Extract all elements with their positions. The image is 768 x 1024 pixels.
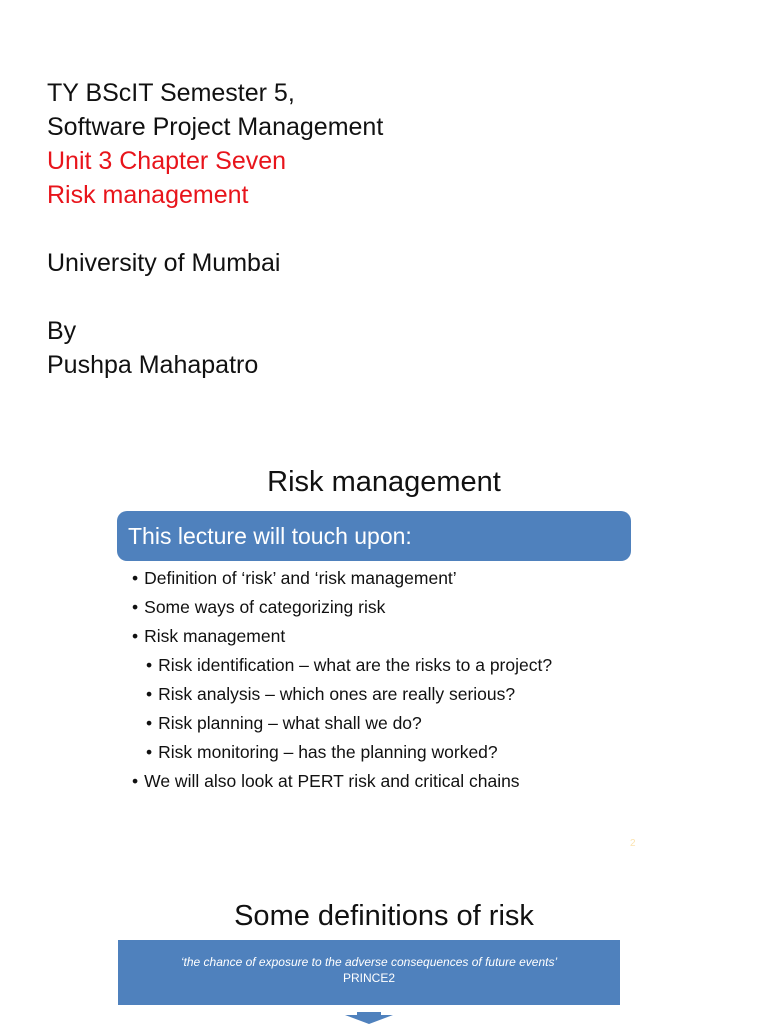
author-line: Pushpa Mahapatro (47, 351, 259, 379)
lecture-box: This lecture will touch upon: (117, 511, 631, 561)
spacer (47, 280, 747, 314)
bullet-dot: • (132, 597, 139, 617)
list-item (132, 680, 752, 709)
slide3-title: Some definitions of risk (234, 900, 534, 932)
bullet-dot: • (132, 771, 139, 791)
list-item-text: Some ways of categorizing risk (144, 597, 386, 617)
bullet-list (132, 564, 752, 796)
list-item (132, 738, 752, 767)
list-item (132, 709, 752, 738)
topic-line: Risk management (47, 181, 249, 209)
bullet-dot: • (132, 626, 139, 646)
bullet-dot: • (146, 684, 153, 704)
bullet-dot: • (146, 713, 153, 733)
list-item (132, 651, 752, 680)
list-item-text: Risk analysis – which ones are really serious? (158, 684, 516, 704)
list-item (132, 767, 752, 796)
list-item-text: Risk monitoring – has the planning worked? (158, 742, 498, 762)
list-item-text: Risk planning – what shall we do? (158, 713, 422, 733)
subject-line: Software Project Management (47, 113, 384, 141)
bullet-dot: • (132, 568, 139, 588)
bullet-dot: • (146, 742, 153, 762)
university-line: University of Mumbai (47, 249, 281, 277)
spacer (47, 212, 747, 246)
unit-line: Unit 3 Chapter Seven (47, 147, 287, 175)
slide2-title: Risk management (267, 466, 501, 498)
course-line: TY BScIT Semester 5, (47, 79, 295, 107)
title-slide (47, 76, 747, 382)
by-line: By (47, 317, 77, 345)
bullet-dot: • (146, 655, 153, 675)
list-item-text: Risk management (144, 626, 286, 646)
definition-source: PRINCE2 (342, 971, 395, 985)
definition-box (118, 940, 620, 1005)
down-arrow-icon (345, 1012, 393, 1024)
definition-quote: ‘the chance of exposure to the adverse consequences of future events’ (180, 955, 558, 969)
list-item-text: We will also look at PERT risk and critical chains (144, 771, 520, 791)
page-number: 2 (630, 838, 636, 849)
list-item (132, 564, 752, 593)
list-item (132, 622, 752, 651)
list-item-text: Definition of ‘risk’ and ‘risk management’ (144, 568, 457, 588)
list-item (132, 593, 752, 622)
list-item-text: Risk identification – what are the risks to a project? (158, 655, 553, 675)
